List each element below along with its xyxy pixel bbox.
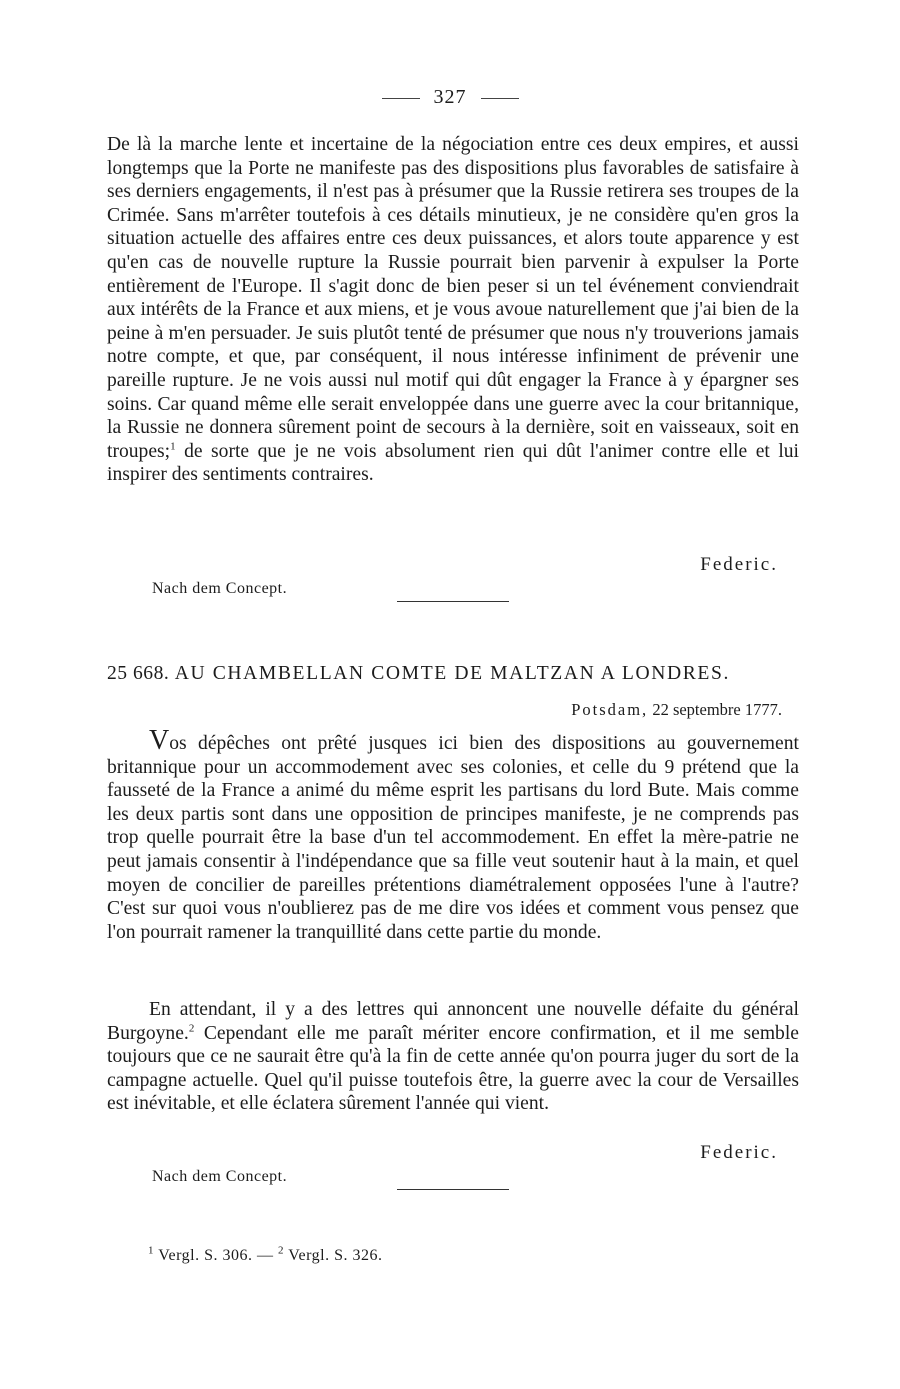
letter2-place: Potsdam,	[571, 700, 649, 719]
letter2-signature: Federic.	[700, 1142, 778, 1163]
letter2-paragraph-1	[107, 725, 799, 944]
letter1-source-note: Nach dem Concept.	[152, 580, 288, 597]
letter1-body	[107, 133, 799, 487]
footnote-marker-2: 2	[277, 1244, 284, 1257]
letter2-number: 25 668.	[107, 663, 170, 684]
letter2-source-note: Nach dem Concept.	[152, 1168, 288, 1185]
footnote-marker-1: 1	[148, 1244, 154, 1257]
footnotes	[148, 1244, 383, 1265]
letter2-paragraph-2-end: Cependant elle me paraît mériter encore confirmation, et il me semble toujours que ce ne saurait être qu'à la fin de cette année qu'on pourra juger du sort de la campagne actuelle. Quel qu'il puisse toutefois être, la guerre avec la cour de Versailles est inévitable, et elle éclatera sûrement l'année qui vient.	[107, 1022, 799, 1115]
footnote-ref-2: 2	[188, 1022, 195, 1035]
footnote-2-text: Vergl. S. 326.	[283, 1247, 383, 1264]
letter2-initial: V	[149, 725, 170, 756]
letter1-body-end: de sorte que je ne vois absolument rien qui dût l'animer contre elle et lui inspirer des sentiments contraires.	[107, 440, 799, 486]
section-divider-2	[397, 1189, 509, 1190]
letter2-paragraph-1-text: os dépêches ont prêté jusques ici bien des dispositions au gouvernement britannique pour un accommodement avec ses colonies, et celle du 9 prétend que la fausseté de la France a animé du même esprit les partisans du lord Bute. Mais comme les deux partis sont dans une opposition de principes manifeste, je ne comprends pas trop quelle pourrait être la base d'un tel accommodement. En effet la mère-patrie ne peut jamais consentir à l'indépendance que sa fille veut soutenir haut à la main, et quel moyen de concilier de pareilles prétentions diamétralement opposées l'une à l'autre? C'est sur quoi vous n'oublierez pas de me dire vos idées et comment vous pensez que l'on pourrait ramener la tranquillité dans cette partie du monde.	[107, 733, 799, 943]
letter1-signature: Federic.	[700, 554, 778, 575]
header-dash-left	[382, 98, 420, 99]
footnote-ref-1: 1	[170, 440, 176, 453]
letter2-date: 22 septembre 1777.	[652, 700, 782, 719]
letter2-heading	[107, 663, 807, 685]
section-divider	[397, 601, 509, 602]
letter2-title: AU CHAMBELLAN COMTE DE MALTZAN A LONDRES.	[174, 663, 730, 684]
letter1-body-text: De là la marche lente et incertaine de la négociation entre ces deux empires, et aussi longtemps que la Porte ne manifeste pas des dispositions plus favorables de satisfaire à ses derniers engagements, il n'est pas à présumer que la Russie retirera ses troupes de la Crimée. Sans m'arrêter toutefois à ces détails minutieux, je ne considère qu'en gros la situation actuelle des affaires entre ces deux puissances, et alors toute apparence y est qu'en cas de nouvelle rupture la Russie pourrait bien parvenir à expulser la Porte entièrement de l'Europe. Il s'agit donc de bien peser si un tel événement conviendrait aux intérêts de la France et aux miens, et je vous avoue naturellement que j'ai bien de la peine à m'en persuader. Je suis plutôt tenté de présumer que nous n'y trouverions jamais notre compte, et que, par conséquent, il nous intéresse infiniment de prévenir une pareille rupture. Je ne vois aussi nul motif qui dût engager la France à y épargner ses soins. Car quand même elle serait enveloppée dans une guerre avec la cour britannique, la Russie ne donnera sûrement point de secours à la dernière, soit en vaisseaux, soit en troupes;	[107, 134, 799, 462]
page-number: 327	[433, 86, 467, 108]
page-header	[0, 86, 900, 109]
header-dash-right	[481, 98, 519, 99]
letter2-paragraph-2	[107, 998, 799, 1116]
letter2-dateline	[571, 700, 782, 720]
footnote-1-text: Vergl. S. 306. —	[154, 1247, 278, 1264]
letter2-paragraph-2-start: En attendant, il y a des lettres qui annoncent une nouvelle défaite du général Burgoyne.	[107, 999, 799, 1044]
